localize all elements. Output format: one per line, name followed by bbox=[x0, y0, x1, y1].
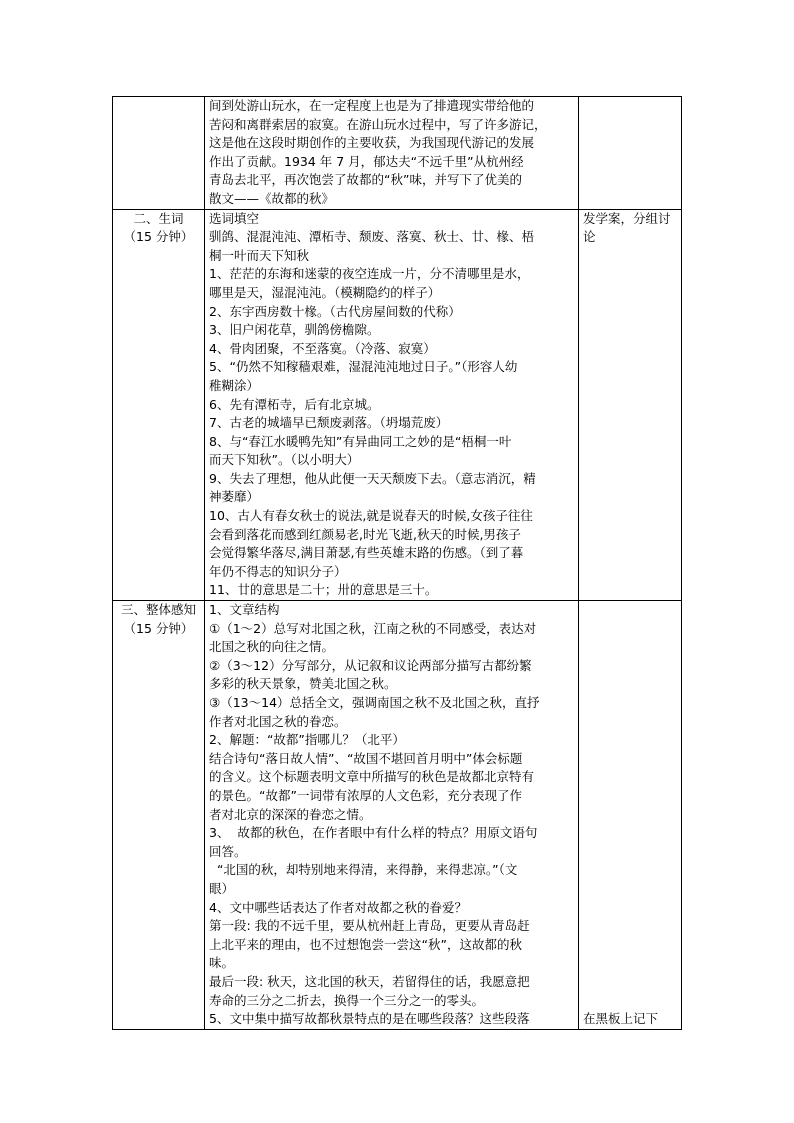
text-line: 1、茫茫的东海和迷蒙的夜空连成一片，分不清哪里是水， bbox=[209, 266, 530, 282]
text-line: 最后一段: 秋天，这北国的秋天，若留得住的话，我愿意把 bbox=[209, 973, 530, 989]
text-line: 驯鸽、混混沌沌、潭柘寺、颓废、落寞、秋士、廿、椽、梧 bbox=[209, 229, 535, 245]
table-row bbox=[113, 97, 682, 210]
text-line: 7、古老的城墙早已颓废剥落。（坍塌荒废） bbox=[209, 415, 449, 431]
row-note-empty bbox=[579, 97, 682, 210]
lesson-plan-table bbox=[112, 96, 682, 1030]
overall-note-cell bbox=[579, 601, 682, 1030]
text-line: 北国之秋的向往之情。 bbox=[209, 639, 335, 655]
section-time: （15 分钟） bbox=[123, 620, 194, 636]
text-line: 9、失去了理想，他从此便一天天颓废下去。（意志消沉，精 bbox=[209, 470, 536, 486]
vocab-content bbox=[205, 209, 579, 600]
text-line: 年仍不得志的知识分子） bbox=[209, 563, 347, 579]
vocab-note-cell bbox=[579, 209, 682, 600]
text-line: 选词填空 bbox=[209, 210, 260, 226]
text-line: 散文——《故都的秋》 bbox=[209, 190, 335, 206]
text-line: 作出了贡献。1934 年 7 月，郁达夫“不远千里”从杭州经 bbox=[209, 153, 524, 169]
text-line: 的含义。这个标题表明文章中所描写的秋色是故都北京特有 bbox=[209, 769, 535, 785]
table-row bbox=[113, 209, 682, 600]
intro-content bbox=[205, 97, 579, 210]
text-line: 回答。 bbox=[209, 843, 247, 859]
text-line: 3、旧户闲花草，驯鸽傍檐隙。 bbox=[209, 322, 380, 338]
text-line: 6、先有潭柘寺，后有北京城。 bbox=[209, 396, 380, 412]
text-line: 苦闷和离群索居的寂寞。在游山玩水过程中，写了许多游记， bbox=[209, 116, 547, 132]
text-line: 5、文中集中描写故都秋景特点的是在哪些段落？这些段落 bbox=[209, 1011, 530, 1027]
text-line: “北国的秋，却特别地来得清，来得静，来得悲凉。”（文 bbox=[209, 862, 518, 878]
text-line: 的景色。“故都”一词带有浓厚的人文色彩，充分表现了作 bbox=[209, 787, 522, 803]
text-line: 上北平来的理由，也不过想饱尝一尝这“秋”，这故都的秋 bbox=[209, 936, 522, 952]
text-line: 1、文章结构 bbox=[209, 602, 280, 618]
row-label-empty bbox=[113, 97, 205, 210]
section-title: 三、整体感知 bbox=[120, 602, 196, 618]
text-line: ③（13～14）总括全文，强调南国之秋不及北国之秋，直抒 bbox=[209, 695, 540, 710]
table-row bbox=[113, 601, 682, 1030]
text-line: ①（1～2）总写对北国之秋，江南之秋的不同感受，表达对 bbox=[209, 620, 537, 636]
text-line: 这是他在这段时期创作的主要收获，为我国现代游记的发展 bbox=[209, 135, 535, 151]
text-line: 第一段: 我的不远千里，要从杭州赶上青岛，更要从青岛赶 bbox=[209, 918, 530, 934]
text-line: 多彩的秋天景象，赞美北国之秋。 bbox=[209, 676, 397, 692]
text-line: 2、解题：“故都”指哪儿？（北平） bbox=[209, 732, 405, 748]
section-title: 二、生词 bbox=[133, 210, 184, 226]
text-line: 桐一叶而天下知秋 bbox=[209, 247, 310, 263]
text-line: 会觉得繁华落尽,满目萧瑟,有些英雄末路的伤感。（到了暮 bbox=[209, 545, 524, 561]
text-line: 会看到落花而感到红颜易老,时光飞逝,秋天的时候,男孩子 bbox=[209, 526, 521, 542]
text-line: 神萎靡） bbox=[209, 489, 260, 505]
text-line: 8、与“春江水暖鸭先知”有异曲同工之妙的是“梧桐一叶 bbox=[209, 433, 512, 449]
text-line: 间到处游山玩水，在一定程度上也是为了排遣现实带给他的 bbox=[209, 98, 535, 113]
teaching-note: 发学案，分组讨论 bbox=[583, 210, 671, 245]
text-line: 眼） bbox=[209, 880, 235, 896]
text-line: 青岛去北平，再次饱尝了故都的“秋”味，并写下了优美的 bbox=[209, 172, 522, 188]
teaching-note: 在黑板上记下 bbox=[583, 1011, 659, 1027]
text-line: 4、骨肉团聚，不至落寞。（冷落、寂寞） bbox=[209, 340, 436, 356]
text-line: 作者对北国之秋的眷恋。 bbox=[209, 713, 347, 729]
text-line: 11、廿的意思是二十；卅的意思是三十。 bbox=[209, 582, 438, 598]
text-line: 味。 bbox=[209, 955, 235, 971]
text-line: 10、古人有春女秋士的说法,就是说春天的时候,女孩子往往 bbox=[209, 508, 533, 524]
text-line: 5、“仍然不知稼穑艰难，湿混沌沌地过日子。”（形容人幼 bbox=[209, 359, 518, 375]
text-line: 而天下知秋”。（以小明大） bbox=[209, 452, 360, 468]
section-time: （15 分钟） bbox=[123, 229, 194, 245]
text-line: 4、文中哪些话表达了作者对故都之秋的眷爱？ bbox=[209, 899, 467, 915]
text-line: 哪里是天，湿混沌沌。（模糊隐约的样子） bbox=[209, 284, 441, 300]
text-line: ②（3～12）分写部分，从记叙和议论两部分描写古都纷繁 bbox=[209, 657, 532, 673]
text-line: 者对北京的深深的眷恋之情。 bbox=[209, 806, 372, 822]
text-line: 稚糊涂） bbox=[209, 377, 260, 393]
overall-label-cell bbox=[113, 601, 205, 1030]
text-line: 寿命的三分之二折去，换得一个三分之一的零头。 bbox=[209, 992, 485, 1008]
text-line: 结合诗句“落日故人情”、“故国不堪回首月明中”体会标题 bbox=[209, 750, 523, 766]
overall-content bbox=[205, 601, 579, 1030]
text-line: 3、 故都的秋色，在作者眼中有什么样的特点？用原文语句 bbox=[209, 825, 538, 841]
text-line: 2、东宇西房数十椽。（古代房屋间数的代称） bbox=[209, 303, 461, 319]
vocab-label-cell bbox=[113, 209, 205, 600]
